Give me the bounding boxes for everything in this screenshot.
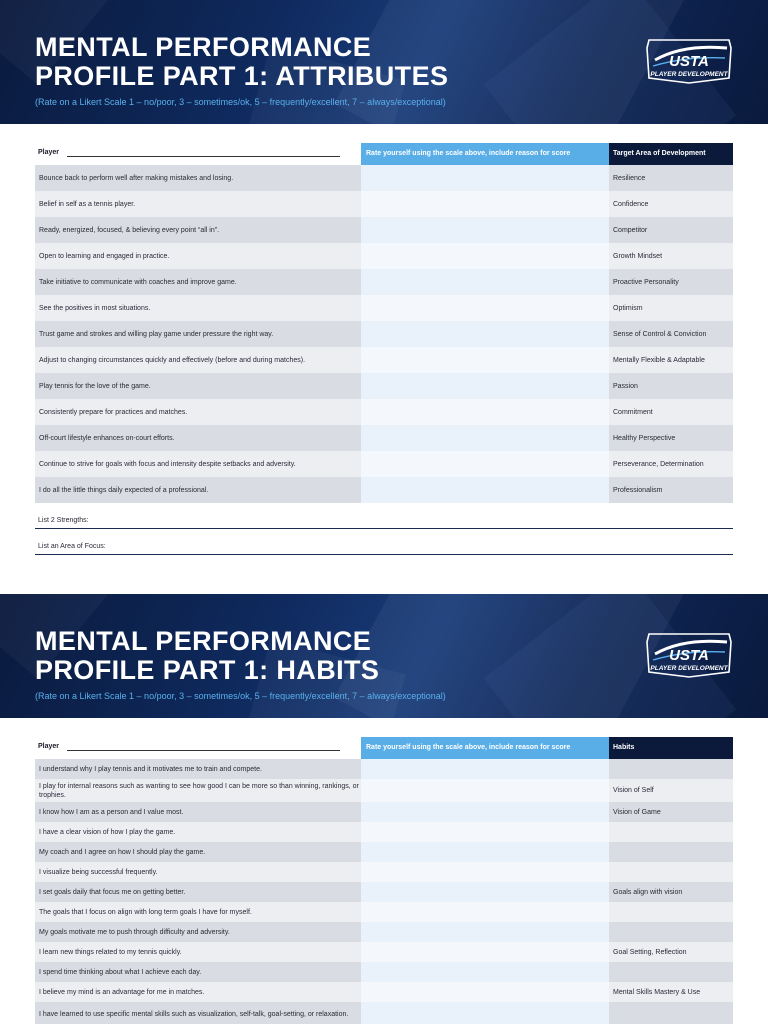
habit-score-cell[interactable]: [361, 1002, 609, 1024]
habits-area-header: Habits: [609, 737, 733, 759]
usta-logo: [643, 38, 735, 84]
attribute-target: Optimism: [609, 295, 733, 321]
attribute-row: [35, 295, 733, 321]
usta-logo: [643, 632, 735, 678]
attributes-title-line1: MENTAL PERFORMANCE: [35, 32, 372, 62]
habit-score-cell[interactable]: [361, 802, 609, 822]
focus-line[interactable]: [35, 529, 733, 555]
habits-title-line1: MENTAL PERFORMANCE: [35, 626, 372, 656]
attributes-rate-header: Rate yourself using the scale above, include reason for score: [361, 143, 609, 165]
habit-statement: The goals that I focus on align with long term goals I have for myself.: [35, 902, 361, 922]
habit-row: [35, 902, 733, 922]
habit-statement: I play for internal reasons such as wanting to see how good I can be more so than winning, rankings, or trophies.: [35, 779, 361, 802]
attribute-row: [35, 399, 733, 425]
attribute-target: Passion: [609, 373, 733, 399]
habit-score-cell[interactable]: [361, 882, 609, 902]
habit-score-cell[interactable]: [361, 842, 609, 862]
habit-score-cell[interactable]: [361, 779, 609, 802]
attributes-table: [35, 143, 733, 555]
attribute-score-cell[interactable]: [361, 321, 609, 347]
habit-score-cell[interactable]: [361, 759, 609, 779]
attribute-score-cell[interactable]: [361, 243, 609, 269]
habits-player-field[interactable]: [67, 750, 340, 751]
habit-statement: I believe my mind is an advantage for me in matches.: [35, 982, 361, 1002]
focus-label: List an Area of Focus:: [38, 543, 106, 550]
attribute-target: Growth Mindset: [609, 243, 733, 269]
attribute-statement: Off-court lifestyle enhances on-court efforts.: [35, 425, 361, 451]
habit-target: [609, 902, 733, 922]
attribute-target: Perseverance, Determination: [609, 451, 733, 477]
habit-row: [35, 802, 733, 822]
attribute-row: [35, 477, 733, 503]
habit-row: [35, 842, 733, 862]
attribute-target: Confidence: [609, 191, 733, 217]
attribute-target: Sense of Control & Conviction: [609, 321, 733, 347]
attribute-score-cell[interactable]: [361, 191, 609, 217]
habit-target: [609, 922, 733, 942]
habit-statement: I visualize being successful frequently.: [35, 862, 361, 882]
attribute-row: [35, 321, 733, 347]
attributes-banner: [0, 0, 768, 124]
attributes-title: [35, 33, 448, 91]
attribute-row: [35, 347, 733, 373]
attribute-score-cell[interactable]: [361, 165, 609, 191]
habits-table: [35, 737, 733, 1024]
habit-target: Vision of Game: [609, 802, 733, 822]
attribute-row: [35, 217, 733, 243]
habit-score-cell[interactable]: [361, 942, 609, 962]
attribute-statement: Ready, energized, focused, & believing every point “all in”.: [35, 217, 361, 243]
habit-statement: I have a clear vision of how I play the game.: [35, 822, 361, 842]
attribute-score-cell[interactable]: [361, 451, 609, 477]
attribute-statement: Open to learning and engaged in practice.: [35, 243, 361, 269]
attributes-scale-text: (Rate on a Likert Scale 1 – no/poor, 3 – sometimes/ok, 5 – frequently/excellent, 7 – always/exceptional): [35, 97, 446, 107]
habit-score-cell[interactable]: [361, 922, 609, 942]
attribute-statement: Play tennis for the love of the game.: [35, 373, 361, 399]
attribute-row: [35, 451, 733, 477]
attributes-player-label: Player: [38, 149, 60, 156]
habit-statement: I spend time thinking about what I achieve each day.: [35, 962, 361, 982]
strengths-label: List 2 Strengths:: [38, 517, 89, 524]
habit-target: Mental Skills Mastery & Use: [609, 982, 733, 1002]
habit-score-cell[interactable]: [361, 862, 609, 882]
attribute-target: Resilience: [609, 165, 733, 191]
attribute-score-cell[interactable]: [361, 217, 609, 243]
habit-statement: I understand why I play tennis and it motivates me to train and compete.: [35, 759, 361, 779]
habit-score-cell[interactable]: [361, 822, 609, 842]
attributes-area-header: Target Area of Development: [609, 143, 733, 165]
svg-text:PLAYER DEVELOPMENT: PLAYER DEVELOPMENT: [650, 665, 728, 672]
habit-score-cell[interactable]: [361, 902, 609, 922]
habit-row: [35, 882, 733, 902]
attribute-row: [35, 243, 733, 269]
attribute-target: Mentally Flexible & Adaptable: [609, 347, 733, 373]
habit-row: [35, 862, 733, 882]
habit-target: [609, 962, 733, 982]
habit-statement: I set goals daily that focus me on getting better.: [35, 882, 361, 902]
attribute-target: Commitment: [609, 399, 733, 425]
attribute-statement: Consistently prepare for practices and matches.: [35, 399, 361, 425]
attribute-target: Healthy Perspective: [609, 425, 733, 451]
habits-banner: [0, 594, 768, 718]
attributes-rows: [35, 165, 733, 503]
habits-table-header: [35, 737, 733, 759]
attribute-row: [35, 373, 733, 399]
attribute-score-cell[interactable]: [361, 373, 609, 399]
attribute-target: Competitor: [609, 217, 733, 243]
habit-target: [609, 1002, 733, 1024]
svg-text:PLAYER DEVELOPMENT: PLAYER DEVELOPMENT: [650, 71, 728, 78]
attribute-statement: See the positives in most situations.: [35, 295, 361, 321]
habits-player-label: Player: [38, 743, 60, 750]
attributes-player-field[interactable]: [67, 156, 340, 157]
habit-target: [609, 842, 733, 862]
attribute-score-cell[interactable]: [361, 295, 609, 321]
habit-row: [35, 1002, 733, 1024]
habit-row: [35, 942, 733, 962]
habit-statement: My goals motivate me to push through difficulty and adversity.: [35, 922, 361, 942]
habit-target: Goal Setting, Reflection: [609, 942, 733, 962]
habit-score-cell[interactable]: [361, 962, 609, 982]
habit-target: Goals align with vision: [609, 882, 733, 902]
habit-row: [35, 962, 733, 982]
habit-statement: I learn new things related to my tennis quickly.: [35, 942, 361, 962]
attribute-statement: I do all the little things daily expected of a professional.: [35, 477, 361, 503]
attribute-score-cell[interactable]: [361, 477, 609, 503]
attribute-score-cell[interactable]: [361, 399, 609, 425]
attribute-statement: Continue to strive for goals with focus and intensity despite setbacks and adversity.: [35, 451, 361, 477]
habits-rate-header: Rate yourself using the scale above, include reason for score: [361, 737, 609, 759]
habit-target: [609, 822, 733, 842]
svg-text:USTA: USTA: [669, 647, 709, 664]
strengths-line[interactable]: [35, 503, 733, 529]
attribute-row: [35, 269, 733, 295]
habits-title: [35, 627, 379, 685]
attribute-row: [35, 425, 733, 451]
habit-row: [35, 922, 733, 942]
attribute-statement: Take initiative to communicate with coaches and improve game.: [35, 269, 361, 295]
habit-row: [35, 982, 733, 1002]
attribute-score-cell[interactable]: [361, 425, 609, 451]
svg-text:USTA: USTA: [669, 53, 709, 70]
attribute-score-cell[interactable]: [361, 347, 609, 373]
attribute-target: Professionalism: [609, 477, 733, 503]
attribute-statement: Trust game and strokes and willing play game under pressure the right way.: [35, 321, 361, 347]
habit-statement: My coach and I agree on how I should play the game.: [35, 842, 361, 862]
habits-scale-text: (Rate on a Likert Scale 1 – no/poor, 3 – sometimes/ok, 5 – frequently/excellent, 7 – always/exceptional): [35, 691, 446, 701]
habit-target: [609, 862, 733, 882]
attribute-statement: Bounce back to perform well after making mistakes and losing.: [35, 165, 361, 191]
habits-rows: [35, 759, 733, 1024]
habit-row: [35, 822, 733, 842]
attribute-target: Proactive Personality: [609, 269, 733, 295]
attribute-score-cell[interactable]: [361, 269, 609, 295]
habit-target: Vision of Self: [609, 779, 733, 802]
attribute-row: [35, 191, 733, 217]
habit-score-cell[interactable]: [361, 982, 609, 1002]
habit-statement: I know how I am as a person and I value most.: [35, 802, 361, 822]
attributes-title-line2: PROFILE PART 1: ATTRIBUTES: [35, 61, 449, 91]
attribute-statement: Adjust to changing circumstances quickly and effectively (before and during matches).: [35, 347, 361, 373]
attribute-statement: Belief in self as a tennis player.: [35, 191, 361, 217]
habit-row: [35, 779, 733, 802]
habit-statement: I have learned to use specific mental skills such as visualization, self-talk, goal-setting, or relaxation.: [35, 1002, 361, 1024]
attribute-row: [35, 165, 733, 191]
habit-row: [35, 759, 733, 779]
attributes-table-header: [35, 143, 733, 165]
habit-target: [609, 759, 733, 779]
habits-title-line2: PROFILE PART 1: HABITS: [35, 655, 380, 685]
